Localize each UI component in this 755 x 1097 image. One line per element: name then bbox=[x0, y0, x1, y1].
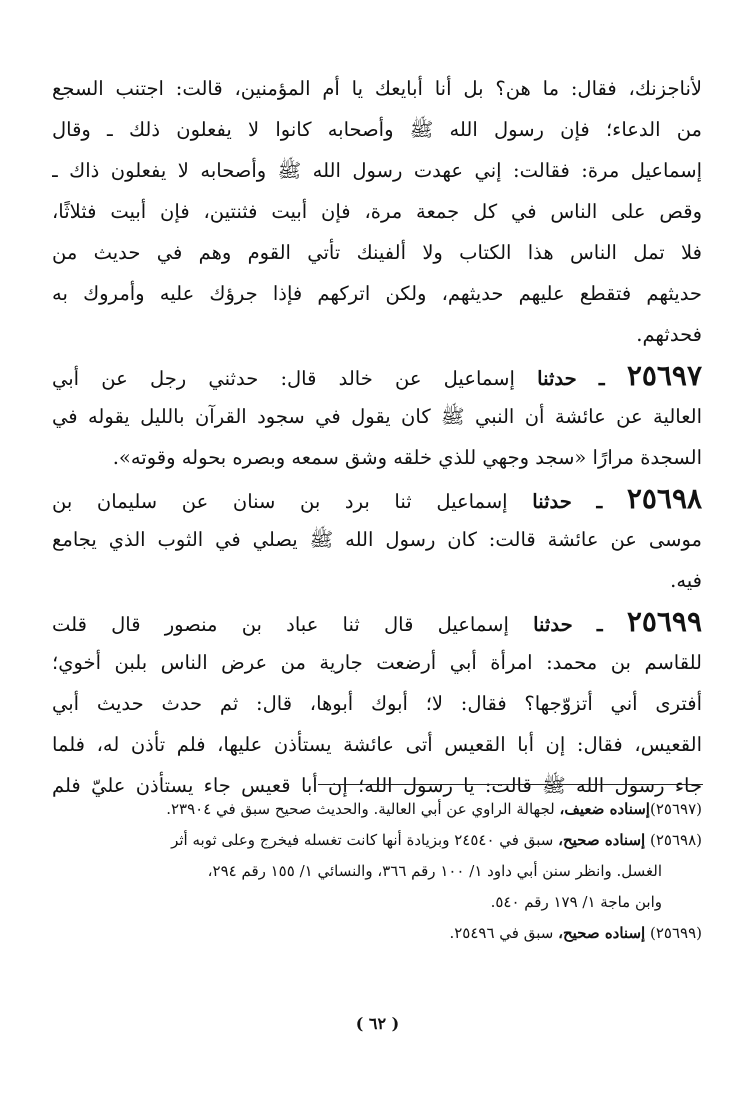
footnote-grade: إسناده صحيح، bbox=[558, 924, 646, 942]
text-line: وقص على الناس في كل جمعة مرة، فإن أبيت فثنتين، فإن أبيت فثلاثًا، bbox=[52, 200, 702, 223]
text-line: من الدعاء؛ فإن رسول الله ﷺ وأصحابه كانوا لا يفعلون ذلك ـ وقال bbox=[52, 118, 702, 141]
footnote-grade: إسناده صحيح، bbox=[558, 831, 646, 849]
text-line: إسماعيل مرة: فقالت: إني عهدت رسول الله ﷺ وأصحابه لا يفعلون ذاك ـ bbox=[52, 159, 702, 182]
hadith-25698-line1 bbox=[52, 478, 702, 519]
footnote-25699 bbox=[70, 918, 702, 949]
hadith-keyword: حدثنا bbox=[533, 613, 573, 636]
footnote-text: سبق في ٢٥٤٩٦. bbox=[449, 924, 554, 942]
footnote-25698 bbox=[70, 825, 702, 856]
hadith-25698-line3: فيه. bbox=[670, 569, 702, 592]
hadith-text: إسماعيل قال ثنا عباد بن منصور قال قلت bbox=[52, 613, 509, 636]
footnotes bbox=[70, 794, 702, 949]
hadith-keyword: حدثنا bbox=[537, 367, 577, 390]
hadith-25697-line1 bbox=[52, 355, 702, 396]
footnote-divider bbox=[318, 784, 703, 785]
hadith-25698-line2: موسى عن عائشة قالت: كان رسول الله ﷺ يصلي في الثوب الذي يجامع bbox=[52, 528, 702, 551]
footnote-number: (٢٥٦٩٩) bbox=[649, 924, 702, 942]
text-line: لأناجزنك، فقال: ما هن؟ بل أنا أبايعك يا أم المؤمنين، قالت: اجتنب السجع bbox=[52, 77, 702, 100]
hadith-dash: ـ bbox=[598, 367, 605, 390]
hadith-25699-line1 bbox=[52, 601, 702, 642]
text-line: فحدثهم. bbox=[636, 323, 702, 346]
footnote-25698-cont: وابن ماجة ١/ ١٧٩ رقم ٥٤٠. bbox=[490, 893, 662, 911]
hadith-dash: ـ bbox=[596, 613, 603, 636]
hadith-25697-line2: العالية عن عائشة أن النبي ﷺ كان يقول في سجود القرآن بالليل يقوله في bbox=[52, 405, 702, 428]
hadith-25699-line4: القعيس، فقال: إن أبا القعيس أتى عائشة يستأذن عليها، فلم تأذن له، فلما bbox=[52, 733, 702, 756]
footnote-grade: إسناده ضعيف، bbox=[559, 800, 650, 818]
hadith-25699-line5: جاء رسول الله ﷺ قالت: يا رسول الله؛ إن أبا قعيس جاء يستأذن عليّ فلم bbox=[52, 774, 702, 797]
page-number: ( ٦٢ ) bbox=[355, 1014, 400, 1033]
footnote-number: (٢٥٦٩٧) bbox=[649, 800, 702, 818]
hadith-25697-line3: السجدة مرارًا «سجد وجهي للذي خلقه وشق سمعه وبصره بحوله وقوته». bbox=[112, 446, 702, 469]
footnote-text: سبق في ٢٤٥٤٠ وبزيادة أنها كانت تغسله فيخرج وعلى ثوبه أثر bbox=[171, 831, 554, 849]
hadith-25699-line2: للقاسم بن محمد: امرأة أبي أرضعت جارية من عرض الناس بلبن أخوي؛ bbox=[52, 651, 702, 674]
text-line: حديثهم فتقطع عليهم حديثهم، ولكن اتركهم فإذا جرؤك عليه وأمروك به bbox=[52, 282, 702, 305]
footnote-25697 bbox=[70, 794, 702, 825]
hadith-number: ٢٥٦٩٩ bbox=[626, 605, 702, 638]
footnote-25698-cont: الغسل. وانظر سنن أبي داود ١/ ١٠٠ رقم ٣٦٦، والنسائي ١/ ١٥٥ رقم ٢٩٤، bbox=[207, 862, 662, 880]
hadith-25699-line3: أفترى أني أتزوّجها؟ فقال: لا؛ أبوك أبوها، قال: ثم حدث حديث أبي bbox=[52, 692, 702, 715]
footnote-number: (٢٥٦٩٨) bbox=[649, 831, 702, 849]
hadith-number: ٢٥٦٩٨ bbox=[626, 482, 702, 515]
hadith-keyword: حدثنا bbox=[532, 490, 572, 513]
hadith-text: إسماعيل ثنا برد بن سنان عن سليمان بن bbox=[52, 490, 508, 513]
footnote-text: لجهالة الراوي عن أبي العالية. والحديث صحيح سبق في ٢٣٩٠٤. bbox=[166, 800, 555, 818]
hadith-dash: ـ bbox=[596, 490, 603, 513]
main-text bbox=[52, 68, 702, 806]
text-line: فلا تمل الناس هذا الكتاب ولا ألفينك تأتي القوم وهم في حديث من bbox=[52, 241, 702, 264]
hadith-number: ٢٥٦٩٧ bbox=[626, 359, 702, 392]
hadith-text: إسماعيل عن خالد قال: حدثني رجل عن أبي bbox=[52, 367, 515, 390]
